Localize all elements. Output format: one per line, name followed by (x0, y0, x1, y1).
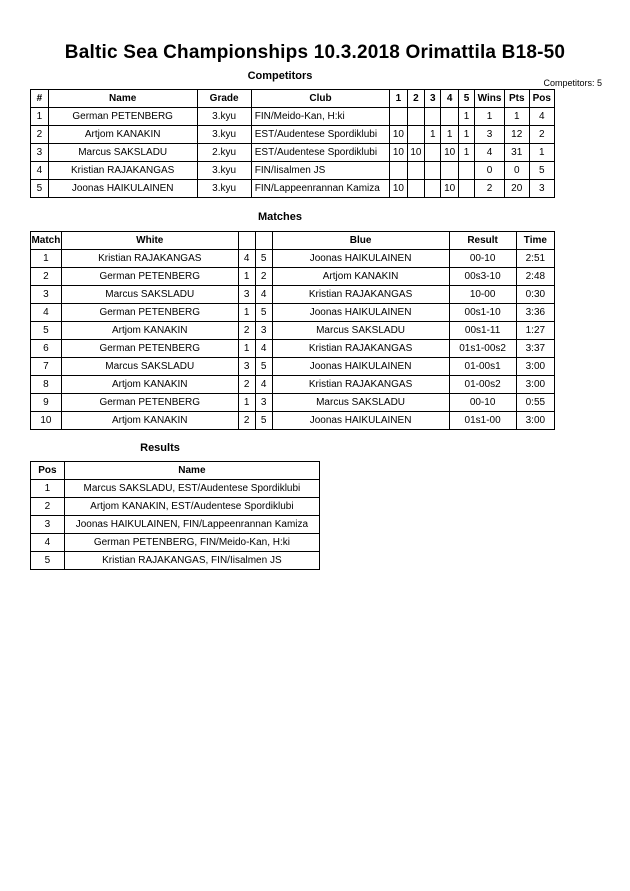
result-name: Joonas HAIKULAINEN, FIN/Lappeenrannan Kamizа (64, 516, 319, 534)
competitor-score-1 (390, 108, 408, 126)
competitor-score-5 (458, 162, 474, 180)
match-white-number: 2 (238, 412, 255, 430)
table-row (31, 394, 555, 412)
competitor-pts: 0 (504, 162, 529, 180)
result-pos: 4 (31, 534, 65, 552)
competitor-grade: 3.kyu (197, 108, 251, 126)
match-blue-name: Joonas HAIKULAINEN (272, 358, 449, 376)
match-blue-number: 5 (255, 304, 272, 322)
match-white-number: 3 (238, 286, 255, 304)
match-white-number: 2 (238, 376, 255, 394)
header-match-4: 4 (441, 90, 459, 108)
header-time: Time (516, 232, 554, 250)
match-blue-name: Artjom KANAKIN (272, 268, 449, 286)
competitor-number: 5 (31, 180, 49, 198)
match-white-name: German PETENBERG (61, 304, 238, 322)
competitor-score-2 (407, 180, 425, 198)
competitor-number: 1 (31, 108, 49, 126)
competitor-club: FIN/Iisalmen JS (251, 162, 389, 180)
match-time: 3:00 (516, 376, 554, 394)
match-white-number: 4 (238, 250, 255, 268)
header-blue-number (255, 232, 272, 250)
competitor-wins: 1 (475, 108, 505, 126)
header-match-3: 3 (425, 90, 441, 108)
header-name: Name (64, 462, 319, 480)
result-name: Artjom KANAKIN, EST/Audentese Spordiklubi (64, 498, 319, 516)
competitor-score-3 (425, 162, 441, 180)
match-result: 00-10 (449, 394, 516, 412)
match-white-name: Kristian RAJAKANGAS (61, 250, 238, 268)
match-blue-name: Kristian RAJAKANGAS (272, 376, 449, 394)
table-row (31, 162, 555, 180)
match-blue-name: Marcus SAKSLADU (272, 394, 449, 412)
table-row (31, 358, 555, 376)
table-row (31, 376, 555, 394)
match-time: 3:00 (516, 412, 554, 430)
competitor-score-2: 10 (407, 144, 425, 162)
match-time: 0:30 (516, 286, 554, 304)
competitor-score-4 (441, 108, 459, 126)
match-number: 6 (31, 340, 62, 358)
match-time: 3:00 (516, 358, 554, 376)
header-number: # (31, 90, 49, 108)
competitor-pts: 31 (504, 144, 529, 162)
match-white-name: Artjom KANAKIN (61, 322, 238, 340)
header-match-5: 5 (458, 90, 474, 108)
match-white-name: Artjom KANAKIN (61, 412, 238, 430)
competitor-pos: 1 (529, 144, 554, 162)
competitor-name: Kristian RAJAKANGAS (48, 162, 197, 180)
header-match: Match (31, 232, 62, 250)
header-result: Result (449, 232, 516, 250)
match-number: 1 (31, 250, 62, 268)
match-blue-name: Joonas HAIKULAINEN (272, 250, 449, 268)
match-result: 01-00s1 (449, 358, 516, 376)
result-pos: 2 (31, 498, 65, 516)
competitor-pos: 2 (529, 126, 554, 144)
competitors-section-label: Competitors (247, 70, 313, 82)
header-club: Club (251, 90, 389, 108)
match-white-number: 2 (238, 322, 255, 340)
competitor-score-4: 1 (441, 126, 459, 144)
result-pos: 1 (31, 480, 65, 498)
competitor-wins: 2 (475, 180, 505, 198)
result-name: Marcus SAKSLADU, EST/Audentese Spordiklubi (64, 480, 319, 498)
table-row (31, 268, 555, 286)
competitor-wins: 3 (475, 126, 505, 144)
competitor-pts: 1 (504, 108, 529, 126)
competitor-score-2 (407, 126, 425, 144)
header-blue: Blue (272, 232, 449, 250)
match-white-number: 1 (238, 304, 255, 322)
table-row (31, 534, 320, 552)
match-result: 00s1-10 (449, 304, 516, 322)
results-table (30, 461, 320, 570)
competitor-wins: 0 (475, 162, 505, 180)
header-wins: Wins (475, 90, 505, 108)
match-blue-number: 4 (255, 340, 272, 358)
match-white-name: Marcus SAKSLADU (61, 358, 238, 376)
table-row (31, 180, 555, 198)
match-blue-number: 4 (255, 286, 272, 304)
match-white-name: Marcus SAKSLADU (61, 286, 238, 304)
page-title: Baltic Sea Championships 10.3.2018 Orimattila B18-50 (64, 42, 566, 63)
header-match-1: 1 (390, 90, 408, 108)
competitor-pos: 5 (529, 162, 554, 180)
match-number: 8 (31, 376, 62, 394)
competitor-name: Marcus SAKSLADU (48, 144, 197, 162)
match-blue-number: 3 (255, 394, 272, 412)
match-number: 7 (31, 358, 62, 376)
competitor-score-5 (458, 180, 474, 198)
match-white-name: German PETENBERG (61, 394, 238, 412)
competitor-name: German PETENBERG (48, 108, 197, 126)
match-blue-number: 5 (255, 250, 272, 268)
table-row (31, 250, 555, 268)
match-time: 3:37 (516, 340, 554, 358)
result-name: German PETENBERG, FIN/Meido-Kan, H:ki (64, 534, 319, 552)
competitor-score-3 (425, 180, 441, 198)
competitor-score-5: 1 (458, 126, 474, 144)
match-result: 00s1-11 (449, 322, 516, 340)
match-time: 0:55 (516, 394, 554, 412)
competitor-score-3: 1 (425, 126, 441, 144)
match-blue-number: 2 (255, 268, 272, 286)
match-blue-number: 4 (255, 376, 272, 394)
competitor-pts: 12 (504, 126, 529, 144)
competitor-score-1: 10 (390, 180, 408, 198)
match-number: 5 (31, 322, 62, 340)
match-blue-name: Joonas HAIKULAINEN (272, 412, 449, 430)
match-blue-number: 5 (255, 412, 272, 430)
competitor-score-5: 1 (458, 144, 474, 162)
table-row (31, 304, 555, 322)
match-number: 9 (31, 394, 62, 412)
match-number: 2 (31, 268, 62, 286)
match-time: 2:48 (516, 268, 554, 286)
competitor-wins: 4 (475, 144, 505, 162)
table-row (31, 552, 320, 570)
competitor-name: Joonas HAIKULAINEN (48, 180, 197, 198)
match-white-number: 1 (238, 394, 255, 412)
match-time: 2:51 (516, 250, 554, 268)
header-pts: Pts (504, 90, 529, 108)
competitor-number: 3 (31, 144, 49, 162)
table-header-row (31, 90, 555, 108)
matches-table (30, 231, 555, 430)
match-result: 10-00 (449, 286, 516, 304)
table-row (31, 286, 555, 304)
match-blue-name: Kristian RAJAKANGAS (272, 286, 449, 304)
competitor-number: 2 (31, 126, 49, 144)
competitor-club: FIN/Lappeenrannan Kamizа (251, 180, 389, 198)
competitor-score-2 (407, 162, 425, 180)
competitor-score-4 (441, 162, 459, 180)
match-number: 4 (31, 304, 62, 322)
competitor-grade: 3.kyu (197, 180, 251, 198)
competitor-club: EST/Audentese Spordiklubi (251, 126, 389, 144)
header-white-number (238, 232, 255, 250)
matches-section-label: Matches (257, 211, 303, 223)
competitor-score-1: 10 (390, 126, 408, 144)
match-number: 3 (31, 286, 62, 304)
match-time: 3:36 (516, 304, 554, 322)
match-blue-name: Marcus SAKSLADU (272, 322, 449, 340)
competitor-score-5: 1 (458, 108, 474, 126)
table-row (31, 412, 555, 430)
match-blue-number: 5 (255, 358, 272, 376)
match-result: 00-10 (449, 250, 516, 268)
table-row (31, 480, 320, 498)
competitor-score-3 (425, 144, 441, 162)
match-white-name: German PETENBERG (61, 268, 238, 286)
results-section-label: Results (140, 442, 180, 454)
competitor-pos: 3 (529, 180, 554, 198)
header-pos: Pos (529, 90, 554, 108)
table-row (31, 322, 555, 340)
match-blue-name: Joonas HAIKULAINEN (272, 304, 449, 322)
table-header-row (31, 462, 320, 480)
match-time: 1:27 (516, 322, 554, 340)
table-row (31, 108, 555, 126)
match-result: 01-00s2 (449, 376, 516, 394)
result-pos: 5 (31, 552, 65, 570)
match-white-number: 1 (238, 268, 255, 286)
competitors-count: Competitors: 5 (543, 78, 602, 88)
match-result: 01s1-00 (449, 412, 516, 430)
competitor-pos: 4 (529, 108, 554, 126)
competitor-club: EST/Audentese Spordiklubi (251, 144, 389, 162)
match-white-name: Artjom KANAKIN (61, 376, 238, 394)
match-number: 10 (31, 412, 62, 430)
match-blue-name: Kristian RAJAKANGAS (272, 340, 449, 358)
table-row (31, 126, 555, 144)
header-match-2: 2 (407, 90, 425, 108)
competitor-score-3 (425, 108, 441, 126)
match-white-name: German PETENBERG (61, 340, 238, 358)
match-blue-number: 3 (255, 322, 272, 340)
table-row (31, 144, 555, 162)
match-white-number: 3 (238, 358, 255, 376)
table-row (31, 516, 320, 534)
match-result: 00s3-10 (449, 268, 516, 286)
competitor-grade: 2.kyu (197, 144, 251, 162)
match-result: 01s1-00s2 (449, 340, 516, 358)
competitor-number: 4 (31, 162, 49, 180)
competitor-score-4: 10 (441, 180, 459, 198)
competitor-club: FIN/Meido-Kan, H:ki (251, 108, 389, 126)
competitor-score-1: 10 (390, 144, 408, 162)
competitor-pts: 20 (504, 180, 529, 198)
table-row (31, 340, 555, 358)
result-pos: 3 (31, 516, 65, 534)
competitor-score-4: 10 (441, 144, 459, 162)
header-grade: Grade (197, 90, 251, 108)
header-white: White (61, 232, 238, 250)
competitors-table (30, 89, 555, 198)
competitor-grade: 3.kyu (197, 162, 251, 180)
competitor-name: Artjom KANAKIN (48, 126, 197, 144)
result-name: Kristian RAJAKANGAS, FIN/Iisalmen JS (64, 552, 319, 570)
competitor-grade: 3.kyu (197, 126, 251, 144)
header-pos: Pos (31, 462, 65, 480)
header-name: Name (48, 90, 197, 108)
match-white-number: 1 (238, 340, 255, 358)
table-header-row (31, 232, 555, 250)
table-row (31, 498, 320, 516)
competitor-score-1 (390, 162, 408, 180)
competitor-score-2 (407, 108, 425, 126)
